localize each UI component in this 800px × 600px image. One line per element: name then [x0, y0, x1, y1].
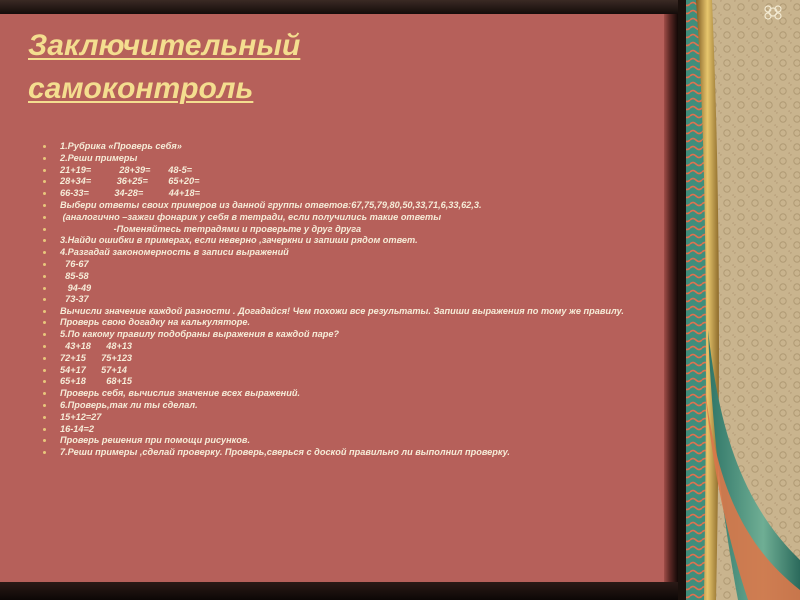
decorative-side-panel: [678, 0, 800, 600]
list-item: 72+15 75+123: [40, 353, 650, 365]
list-item: 94-49: [40, 283, 650, 295]
top-border: [0, 0, 678, 14]
list-item: 43+18 48+13: [40, 341, 650, 353]
list-item: 73-37: [40, 294, 650, 306]
panel-edge-shadow: [664, 14, 678, 582]
task-list: [40, 141, 650, 459]
list-item: 66-33= 34-28= 44+18=: [40, 188, 650, 200]
list-item: 5.По какому правилу подобраны выражения в каждой паре?: [40, 329, 650, 341]
list-item: 4.Разгадай закономерность в записи выражений: [40, 247, 650, 259]
list-item: 6.Проверь,так ли ты сделал.: [40, 400, 650, 412]
list-item: 1.Рубрика «Проверь себя»: [40, 141, 650, 153]
list-item: 3.Найди ошибки в примерах, если неверно ,зачеркни и запиши рядом ответ.: [40, 235, 650, 247]
list-item: Проверь решения при помощи рисунков.: [40, 435, 650, 447]
list-item: (аналогично –зажги фонарик у себя в тетради, если получились такие ответы: [40, 212, 650, 224]
list-item: Вычисли значение каждой разности . Догадайся! Чем похожи все результаты. Запиши выражения по тому же правилу.: [40, 306, 650, 317]
list-item: Проверь себя, вычислив значение всех выражений.: [40, 388, 650, 400]
list-item: 15+12=27: [40, 412, 650, 424]
list-item: Проверь свою догадку на калькуляторе.: [40, 317, 650, 329]
decorative-ornament-graphic: [678, 0, 800, 600]
list-item: Выбери ответы своих примеров из данной группы ответов:67,75,79,80,50,33,71,6,33,62,3.: [40, 200, 650, 212]
slide-title: Заключительный самоконтроль: [28, 29, 301, 105]
list-item: 28+34= 36+25= 65+20=: [40, 176, 650, 188]
list-item: 85-58: [40, 271, 650, 283]
list-item: 76-67: [40, 259, 650, 271]
list-item: 16-14=2: [40, 424, 650, 436]
list-item: 65+18 68+15: [40, 376, 650, 388]
list-item: 21+19= 28+39= 48-5=: [40, 165, 650, 177]
list-item: 7.Реши примеры ,сделай проверку. Проверь,сверься с доской правильно ли выполнил проверку.: [40, 447, 650, 459]
list-item: 54+17 57+14: [40, 365, 650, 377]
list-item: -Поменяйтесь тетрадями и проверьте у друг друга: [40, 224, 650, 236]
bottom-border: [0, 582, 678, 600]
list-item: 2.Реши примеры: [40, 153, 650, 165]
